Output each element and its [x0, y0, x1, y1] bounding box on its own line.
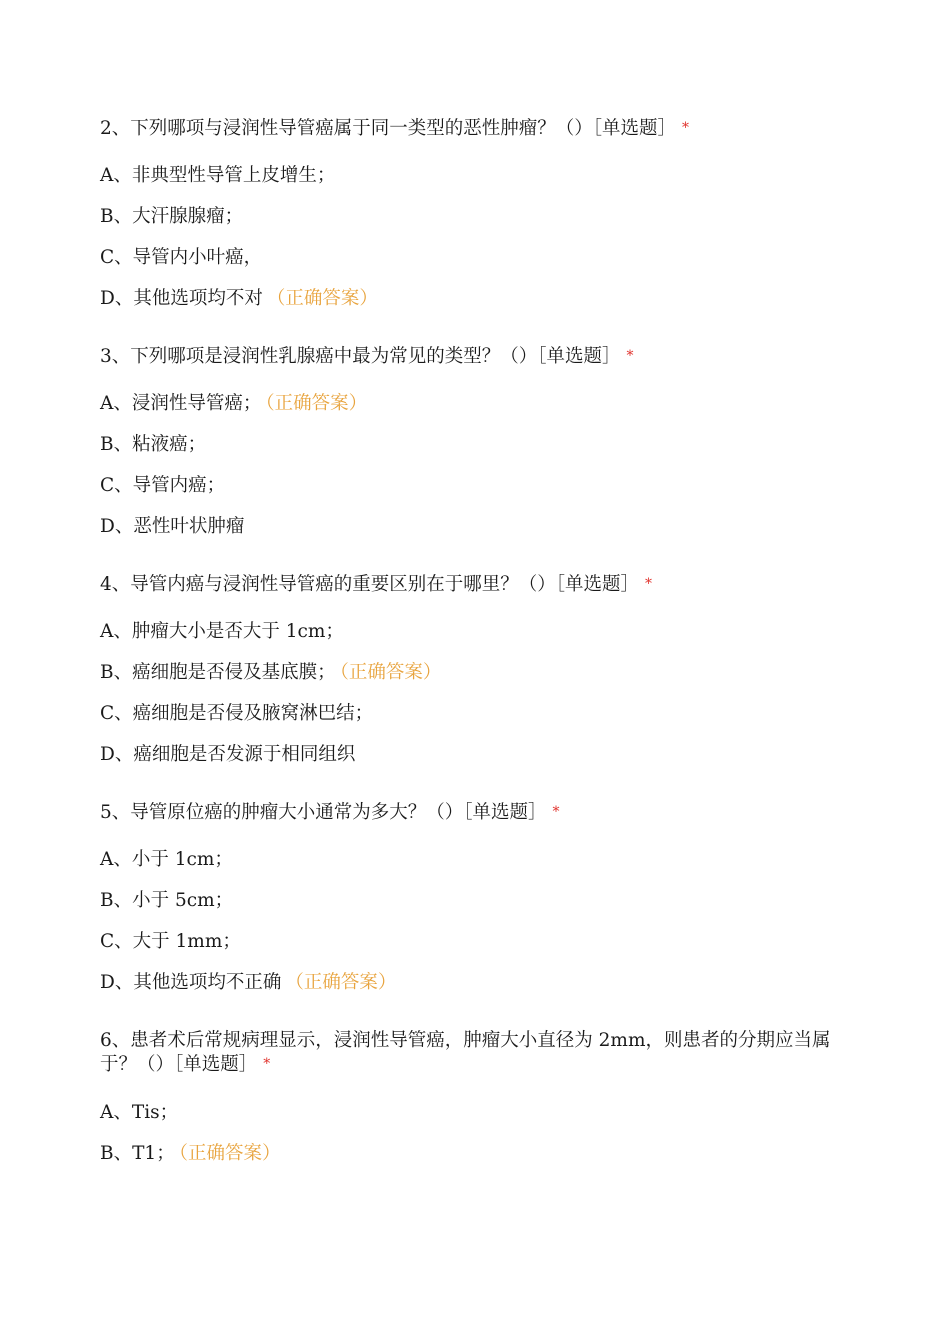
- required-asterisk: *: [552, 804, 560, 820]
- option-list: [100, 392, 860, 539]
- option-d[interactable]: D、恶性叶状肿瘤: [100, 516, 245, 537]
- option-a[interactable]: A、小于 1cm；: [100, 849, 233, 870]
- option-b[interactable]: B、癌细胞是否侵及基底膜； （正确答案）: [100, 662, 442, 683]
- option-d[interactable]: D、其他选项均不对 （正确答案）: [100, 288, 378, 309]
- option-b[interactable]: B、大汗腺腺瘤；: [100, 206, 244, 227]
- option-d[interactable]: D、其他选项均不正确 （正确答案）: [100, 972, 397, 993]
- option-c[interactable]: C、大于 1mm；: [100, 931, 241, 952]
- question-title: 3、下列哪项是浸润性乳腺癌中最为常见的类型？（）［单选题］ *: [100, 346, 634, 367]
- correct-answer-label: （正确答案）: [178, 1143, 281, 1164]
- question-6: [100, 1029, 860, 1166]
- correct-answer-label: （正确答案）: [339, 662, 442, 683]
- spacer: [100, 767, 860, 801]
- correct-answer-label: （正确答案）: [265, 393, 368, 414]
- required-asterisk: *: [626, 348, 634, 364]
- spacer: [100, 995, 860, 1029]
- question-2: [100, 117, 860, 311]
- question-3: [100, 345, 860, 539]
- option-c[interactable]: C、导管内癌；: [100, 475, 226, 496]
- option-b[interactable]: B、小于 5cm；: [100, 890, 234, 911]
- option-c[interactable]: C、癌细胞是否侵及腋窝淋巴结；: [100, 703, 374, 724]
- question-title: 2、下列哪项与浸润性导管癌属于同一类型的恶性肿瘤？（）［单选题］ *: [100, 118, 690, 139]
- option-d[interactable]: D、癌细胞是否发源于相同组织: [100, 744, 356, 765]
- question-4: [100, 573, 860, 767]
- option-a[interactable]: A、Tis；: [100, 1102, 179, 1123]
- spacer: [100, 311, 860, 345]
- question-title: 4、导管内癌与浸润性导管癌的重要区别在于哪里？（）［单选题］ *: [100, 574, 653, 595]
- option-list: [100, 164, 860, 311]
- option-list: [100, 1101, 860, 1166]
- question-list: [100, 117, 860, 1166]
- option-a[interactable]: A、浸润性导管癌； （正确答案）: [100, 393, 368, 414]
- option-b[interactable]: B、粘液癌；: [100, 434, 207, 455]
- question-title: 5、导管原位癌的肿瘤大小通常为多大？（）［单选题］ *: [100, 802, 560, 823]
- question-title: 6、患者术后常规病理显示，浸润性导管癌，肿瘤大小直径为 2mm，则患者的分期应当属于？（）［单选题］ *: [100, 1030, 831, 1075]
- question-5: [100, 801, 860, 995]
- correct-answer-label: （正确答案）: [285, 972, 397, 993]
- required-asterisk: *: [263, 1056, 271, 1072]
- required-asterisk: *: [645, 576, 653, 592]
- required-asterisk: *: [682, 120, 690, 136]
- option-c[interactable]: C、导管内小叶癌，: [100, 247, 263, 268]
- spacer: [100, 539, 860, 573]
- correct-answer-label: （正确答案）: [266, 288, 378, 309]
- option-a[interactable]: A、非典型性导管上皮增生；: [100, 165, 336, 186]
- option-list: [100, 848, 860, 995]
- option-list: [100, 620, 860, 767]
- option-b[interactable]: B、T1； （正确答案）: [100, 1143, 281, 1164]
- option-a[interactable]: A、肿瘤大小是否大于 1cm；: [100, 621, 344, 642]
